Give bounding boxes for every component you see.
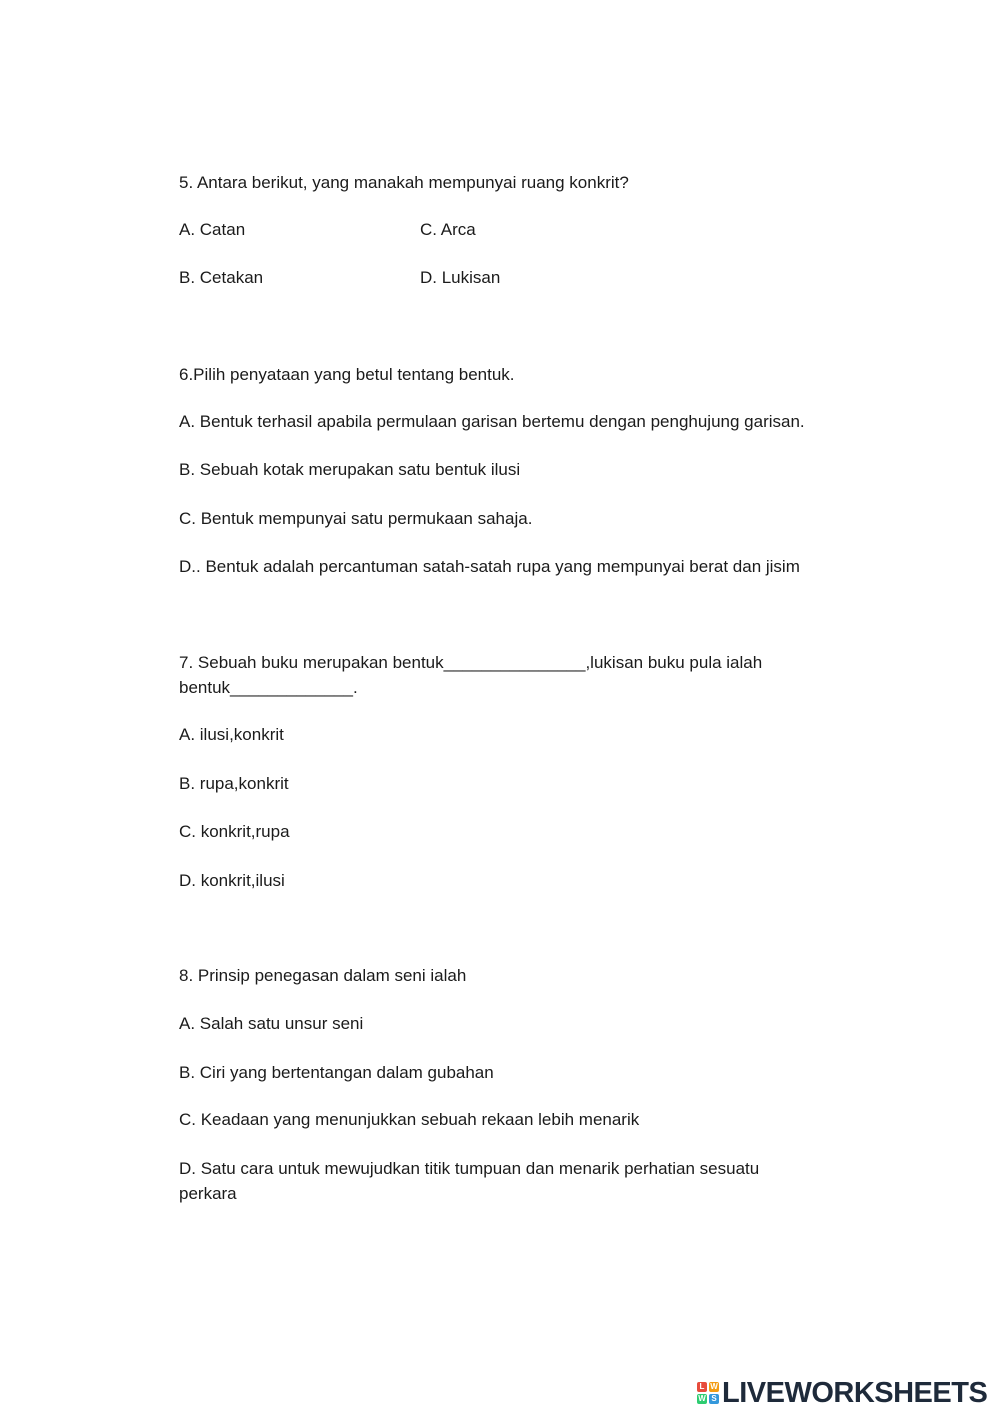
q5-option-b: B. Cetakan <box>179 268 264 287</box>
question-7-text-line1: 7. Sebuah buku merupakan bentuk_______________,lukisan buku pula ialah <box>179 653 763 672</box>
q6-option-d: D.. Bentuk adalah percantuman satah-satah rupa yang mempunyai berat dan jisim <box>179 557 800 576</box>
question-6-text: 6.Pilih penyataan yang betul tentang bentuk. <box>179 365 515 384</box>
q8-option-c: C. Keadaan yang menunjukkan sebuah rekaan lebih menarik <box>179 1110 640 1129</box>
q6-option-c: C. Bentuk mempunyai satu permukaan sahaja. <box>179 509 533 528</box>
q7-option-b: B. rupa,konkrit <box>179 774 289 793</box>
logo-cell: S <box>709 1394 719 1404</box>
question-5-text: 5. Antara berikut, yang manakah mempunyai ruang konkrit? <box>179 173 629 192</box>
q7-option-d: D. konkrit,ilusi <box>179 871 285 890</box>
q5-option-c: C. Arca <box>420 220 476 239</box>
question-7-text-line2: bentuk_____________. <box>179 678 358 697</box>
brand-name: LIVEWORKSHEETS <box>722 1376 988 1409</box>
q8-option-d-line2: perkara <box>179 1184 237 1203</box>
liveworksheets-brand <box>697 1377 987 1409</box>
q8-option-b: B. Ciri yang bertentangan dalam gubahan <box>179 1063 494 1082</box>
question-8-text: 8. Prinsip penegasan dalam seni ialah <box>179 966 467 985</box>
q7-option-a: A. ilusi,konkrit <box>179 725 284 744</box>
q6-option-a: A. Bentuk terhasil apabila permulaan garisan bertemu dengan penghujung garisan. <box>179 412 805 431</box>
logo-cell: L <box>697 1382 707 1392</box>
liveworksheets-logo-icon <box>697 1382 719 1404</box>
q7-option-c: C. konkrit,rupa <box>179 822 290 841</box>
logo-cell: W <box>698 1394 706 1403</box>
q5-option-d: D. Lukisan <box>420 268 501 287</box>
logo-cell: W <box>710 1382 718 1391</box>
q5-option-a: A. Catan <box>179 220 246 239</box>
q8-option-d-line1: D. Satu cara untuk mewujudkan titik tumpuan dan menarik perhatian sesuatu <box>179 1159 760 1178</box>
q8-option-a: A. Salah satu unsur seni <box>179 1014 364 1033</box>
q6-option-b: B. Sebuah kotak merupakan satu bentuk ilusi <box>179 460 521 479</box>
